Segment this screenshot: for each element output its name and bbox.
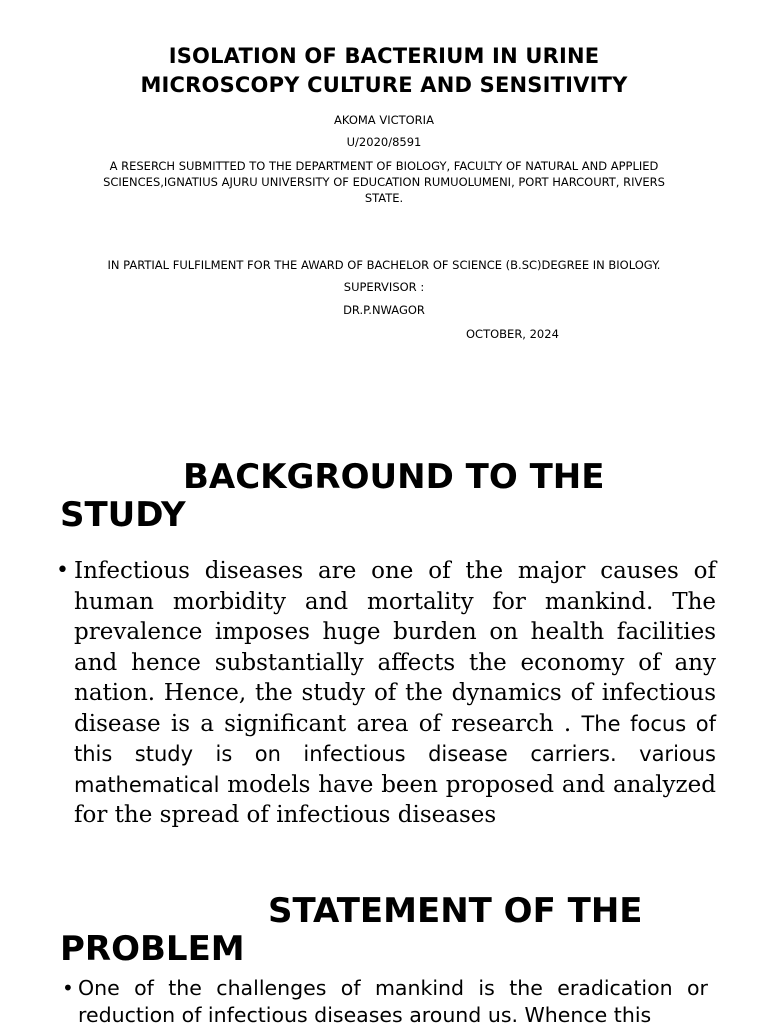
submission-date: OCTOBER, 2024 [466,327,559,341]
problem-heading: STATEMENT OF THE PROBLEM [60,891,643,969]
background-text-part-3: models have been proposed and analyzed for the spread of infectious diseases [74,771,716,828]
problem-bullet [62,975,708,1029]
department-statement: A RESERCH SUBMITTED TO THE DEPARTMENT OF BIOLOGY, FACULTY OF NATURAL AND APPLIED SCIENCES,IGNATIUS AJURU UNIVERSITY OF EDUCATION RUMUOLUMENI, PORT HARCOURT, RIVERS STATE. [103,159,665,205]
background-bullet [56,556,716,831]
author-name: AKOMA VICTORIA [334,113,434,127]
fulfilment-statement: IN PARTIAL FULFILMENT FOR THE AWARD OF BACHELOR OF SCIENCE (B.SC)DEGREE IN BIOLOGY. [107,258,661,272]
supervisor-name: DR.P.NWAGOR [343,303,425,317]
bullet-icon: • [62,976,74,1000]
background-heading: BACKGROUND TO THE STUDY [60,457,605,535]
title-line-1: ISOLATION OF BACTERIUM IN URINE [168,44,600,68]
title-slide [0,0,768,380]
problem-paragraph: One of the challenges of mankind is the eradication or reduction of infectious diseases around us. Whence this [78,976,708,1027]
title-line-2: MICROSCOPY CULTURE AND SENSITIVITY [140,73,628,97]
bullet-icon: • [56,558,69,583]
document-title [0,42,768,100]
registration-number: U/2020/8591 [346,135,422,149]
background-paragraph [74,556,716,831]
background-text-part-2: The focus of this study is on infectious disease carriers. various mathematical [74,711,717,797]
supervisor-label: SUPERVISOR : [343,280,425,294]
background-text-part-1: Infectious diseases are one of the major causes of human morbidity and mortality for mankind. The prevalence imposes huge burden on health facilities and hence substantially affects the economy of any nation. Hence, the study of the dynamics of infectious disease is a significant area of research . [74,558,716,737]
